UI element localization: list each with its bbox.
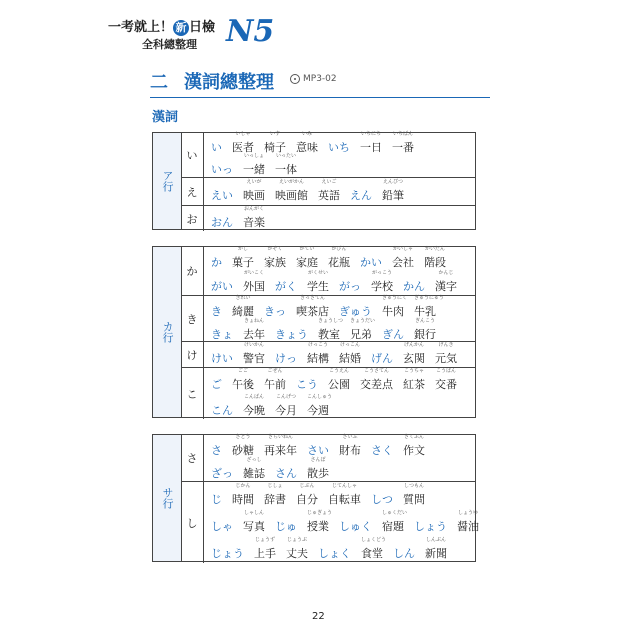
kanji-word: 椅子 <box>264 141 286 154</box>
kanji-word: 丈夫 <box>286 547 308 561</box>
vocab-word <box>435 342 457 366</box>
kanji-word: 辞書 <box>264 492 286 506</box>
kanji-word: 牛肉 <box>382 304 404 318</box>
vocab-group <box>152 433 479 562</box>
brand-title <box>108 16 215 36</box>
kanji-word: 一緒 <box>243 163 265 176</box>
kanji-word: 上手 <box>254 547 276 561</box>
furigana: きっさてん <box>299 294 325 301</box>
vocab-word <box>318 317 344 342</box>
furigana: がくせい <box>307 270 328 276</box>
kanji-word: 結構 <box>307 352 329 365</box>
vocab-word <box>232 131 254 155</box>
furigana: こんげつ <box>275 394 296 400</box>
group-label-text: ア行 <box>161 170 174 192</box>
vocab-word <box>318 179 340 203</box>
vocab-group <box>152 246 476 418</box>
kana-prefix: い <box>211 141 222 154</box>
kana-prefix: げん <box>371 352 393 365</box>
brand-title-text-2: 日檢 <box>189 20 216 35</box>
kana-prefix: しゃ <box>211 520 233 533</box>
furigana: げんかん <box>403 342 424 348</box>
vocab-word <box>307 394 333 418</box>
brand-level: N5 <box>226 14 275 49</box>
kanji-word: 音楽 <box>243 216 265 229</box>
row-label: け <box>181 342 204 367</box>
kanji-word: 宿題 <box>382 520 404 533</box>
vocab-word <box>275 179 308 203</box>
vocab-word <box>296 246 318 270</box>
kanji-word: 醤油 <box>457 520 479 533</box>
vocab-row <box>181 435 475 481</box>
kana-prefix: けっ <box>275 352 297 365</box>
vocab-word <box>275 153 297 177</box>
kana-prefix: ぎゅう <box>339 304 372 318</box>
vocab-word <box>232 434 254 458</box>
furigana: こうちゃ <box>403 368 424 374</box>
kana-prefix: しん <box>393 547 415 561</box>
furigana: しょうゆ <box>457 510 478 516</box>
kana-prefix: ざっ <box>211 466 233 480</box>
kanji-word: 会社 <box>392 256 414 269</box>
vocab-line <box>211 456 329 481</box>
furigana: おんがく <box>243 206 264 212</box>
group-label-text: サ行 <box>161 487 174 509</box>
kanji-word: 交差点 <box>360 378 393 391</box>
vocab-word <box>328 368 350 392</box>
kanji-word: 時間 <box>232 492 254 506</box>
row-label: お <box>181 206 204 231</box>
vocab-line <box>211 512 479 534</box>
book-header <box>108 14 308 54</box>
vocab-line <box>211 248 446 270</box>
kana-prefix: がい <box>211 280 233 293</box>
vocab-word <box>403 342 425 366</box>
furigana: きれい <box>235 294 251 301</box>
vocab-word <box>307 270 329 294</box>
kanji-word: 漢字 <box>435 280 457 293</box>
vocab-row <box>181 177 475 205</box>
furigana: いちばん <box>392 131 413 137</box>
vocab-word <box>243 342 265 366</box>
furigana: けいかん <box>243 342 264 348</box>
vocab-word <box>457 510 479 534</box>
furigana: さらいねん <box>267 433 293 440</box>
kanji-word: 外国 <box>243 280 265 293</box>
vocab-line <box>211 181 404 203</box>
furigana: けっこん <box>339 342 360 348</box>
furigana: じゅぎょう <box>307 510 333 516</box>
furigana: ざっし <box>246 456 262 463</box>
kanji-word: 作文 <box>403 443 425 457</box>
furigana: こんしゅう <box>307 394 333 400</box>
kana-prefix: じゅ <box>275 520 297 533</box>
vocab-word <box>424 246 446 270</box>
vocab-word <box>307 510 333 534</box>
kana-prefix: さく <box>371 443 393 457</box>
group-label-text: カ行 <box>161 321 174 343</box>
vocab-word <box>243 394 265 418</box>
vocab-group <box>152 132 476 230</box>
furigana: いす <box>269 131 280 137</box>
brand-subtitle: 全科總整理 <box>142 38 197 51</box>
vocab-line <box>211 133 414 155</box>
vocab-word <box>425 537 447 561</box>
kanji-word: 砂糖 <box>232 443 254 457</box>
kanji-word: 花瓶 <box>328 256 350 269</box>
vocab-word <box>232 295 254 319</box>
vocab-word <box>360 131 382 155</box>
vocab-row <box>181 341 475 367</box>
brand-title-text: 一考就上！ <box>108 20 174 35</box>
vocab-word <box>264 246 286 270</box>
vocab-word <box>382 510 408 534</box>
vocab-line <box>211 394 333 418</box>
kana-prefix: しつ <box>371 492 393 506</box>
kanji-word: 紅茶 <box>403 378 425 391</box>
kanji-word: 英語 <box>318 189 340 202</box>
vocab-word <box>360 368 393 392</box>
vocab-word <box>382 294 408 319</box>
furigana: こうえん <box>328 368 349 374</box>
furigana: かびん <box>331 246 347 252</box>
vocab-word <box>339 342 361 366</box>
kana-prefix: かん <box>403 280 425 293</box>
kana-prefix: じょう <box>211 547 244 561</box>
kanji-word: 交番 <box>435 378 457 391</box>
kanji-word: 公園 <box>328 378 350 391</box>
vocab-word <box>403 483 425 507</box>
vocab-word <box>392 246 414 270</box>
furigana: さんぽ <box>310 456 326 463</box>
kanji-word: 家族 <box>264 256 286 269</box>
kanji-word: 自分 <box>296 492 318 506</box>
kana-prefix: がっ <box>339 280 361 293</box>
kanji-word: 質問 <box>403 492 425 506</box>
furigana: げんき <box>438 342 454 348</box>
vocab-line <box>211 155 297 177</box>
section-title <box>150 68 274 94</box>
kanji-word: 今週 <box>307 404 329 417</box>
vocab-word <box>243 510 265 534</box>
kana-prefix: きょ <box>211 327 233 341</box>
kanji-word: 一番 <box>392 141 414 154</box>
furigana: かし <box>237 246 248 252</box>
audio-track <box>290 74 337 84</box>
furigana: さとう <box>235 433 251 440</box>
kana-prefix: ご <box>211 378 222 391</box>
vocab-row <box>181 295 475 341</box>
furigana: ごご <box>237 368 248 374</box>
vocab-word <box>435 368 457 392</box>
vocab-word <box>232 368 254 392</box>
furigana: ぎゅうにく <box>382 294 408 301</box>
kanji-word: 新聞 <box>425 547 447 561</box>
kana-prefix: か <box>211 256 222 269</box>
kanji-word: 結婚 <box>339 352 361 365</box>
furigana: しんぶん <box>425 537 446 544</box>
vocab-row <box>181 247 475 295</box>
furigana: じょうぶ <box>286 537 307 544</box>
vocab-word <box>435 270 457 294</box>
furigana: しゅくだい <box>382 510 408 516</box>
section-title-text: 漢詞總整理 <box>184 72 274 93</box>
kana-prefix: きっ <box>264 304 286 318</box>
kana-prefix: えん <box>350 189 372 202</box>
vocab-word <box>232 483 254 507</box>
kanji-word: 綺麗 <box>232 304 254 318</box>
furigana: えいがかん <box>278 179 304 185</box>
vocab-word <box>339 434 361 458</box>
page-number: 22 <box>312 611 325 622</box>
vocab-line <box>211 272 457 294</box>
furigana: けっこう <box>307 342 328 348</box>
vocab-word <box>296 131 318 155</box>
kanji-word: 一体 <box>275 163 297 176</box>
kana-prefix: じ <box>211 492 222 506</box>
kana-prefix: ぎん <box>382 327 404 341</box>
furigana: しゃしん <box>243 510 264 516</box>
vocab-word <box>403 368 425 392</box>
kana-prefix: おん <box>211 216 233 229</box>
kana-prefix: こう <box>296 378 318 391</box>
furigana: がいこく <box>243 270 264 276</box>
kanji-word: 一日 <box>360 141 382 154</box>
group-label <box>153 247 182 417</box>
vocab-word <box>350 317 376 342</box>
furigana: じしょ <box>267 482 283 489</box>
furigana: いっしょ <box>243 153 264 159</box>
vocab-word <box>392 131 414 155</box>
row-label: え <box>181 178 204 205</box>
row-label: さ <box>181 435 204 481</box>
kana-prefix: いっ <box>211 163 233 176</box>
kanji-word: 学生 <box>307 280 329 293</box>
furigana: えいが <box>246 179 262 185</box>
furigana: じてんしゃ <box>331 482 357 489</box>
furigana: いしゃ <box>235 131 251 137</box>
kana-prefix: さん <box>275 466 297 480</box>
vocab-line <box>211 370 457 392</box>
vocab-word <box>243 457 265 481</box>
furigana: ぎんこう <box>414 317 435 324</box>
vocab-word <box>243 318 265 342</box>
kanji-word: 散歩 <box>307 466 329 480</box>
vocab-word <box>264 483 286 507</box>
furigana: かいだん <box>424 246 445 252</box>
furigana: じぶん <box>299 482 315 489</box>
kanji-word: 自転車 <box>328 492 361 506</box>
row-label: し <box>181 482 204 563</box>
vocab-word <box>232 246 254 270</box>
vocab-word <box>361 537 387 561</box>
furigana: かいしゃ <box>392 246 413 252</box>
furigana: きょねん <box>243 317 264 324</box>
furigana: がっこう <box>371 270 392 276</box>
kanji-word: 今月 <box>275 404 297 417</box>
vocab-word <box>254 537 276 561</box>
kanji-word: 警官 <box>243 352 265 365</box>
kana-prefix: えい <box>211 189 233 202</box>
kanji-word: 映画 <box>243 189 265 202</box>
vocab-row <box>181 133 475 177</box>
furigana: いったい <box>275 153 296 159</box>
row-label: こ <box>181 368 204 419</box>
kanji-word: 菓子 <box>232 256 254 269</box>
section-number: 二 <box>150 72 168 93</box>
kanji-word: 雑誌 <box>243 466 265 480</box>
kanji-word: 元気 <box>435 352 457 365</box>
vocab-word <box>296 295 329 319</box>
kana-prefix: こん <box>211 404 233 417</box>
kana-prefix: しょう <box>414 520 447 533</box>
vocab-row <box>181 481 479 563</box>
vocab-line <box>211 317 436 342</box>
kanji-word: 銀行 <box>414 327 436 341</box>
kanji-word: 鉛筆 <box>382 189 404 202</box>
vocab-word <box>296 483 318 507</box>
furigana: しつもん <box>403 482 424 489</box>
kana-prefix: き <box>211 304 222 318</box>
furigana: きょうしつ <box>318 317 344 324</box>
vocab-word <box>243 206 265 230</box>
furigana: かんじ <box>438 270 454 276</box>
furigana: いみ <box>301 131 312 137</box>
row-label: い <box>181 133 204 177</box>
furigana: じかん <box>235 482 251 489</box>
kana-prefix: しゅく <box>339 520 372 533</box>
row-label: き <box>181 296 204 341</box>
kanji-word: 去年 <box>243 327 265 341</box>
furigana: しょくどう <box>361 537 387 544</box>
vocab-word <box>264 131 286 155</box>
vocab-word <box>403 434 425 458</box>
vocab-word <box>328 483 361 507</box>
vocab-word <box>275 394 297 418</box>
kana-prefix: いち <box>328 141 350 154</box>
furigana: えいご <box>321 179 337 185</box>
furigana: じょうず <box>254 537 275 544</box>
kanji-word: 今晩 <box>243 404 265 417</box>
vocab-word <box>382 179 404 203</box>
kanji-word: 意味 <box>296 141 318 154</box>
kanji-word: 学校 <box>371 280 393 293</box>
kanji-word: 兄弟 <box>350 327 372 341</box>
group-label <box>153 435 182 561</box>
vocab-row <box>181 205 475 231</box>
furigana: かぞく <box>267 246 283 252</box>
kanji-word: 教室 <box>318 327 340 341</box>
vocab-word <box>414 294 444 319</box>
new-badge: 新 <box>173 20 189 36</box>
kana-prefix: しょく <box>318 547 351 561</box>
kana-prefix: きょう <box>275 327 308 341</box>
vocab-line <box>211 208 265 230</box>
vocab-word <box>264 368 286 392</box>
kana-prefix: かい <box>360 256 382 269</box>
kanji-word: 牛乳 <box>414 304 436 318</box>
kanji-word: 映画館 <box>275 189 308 202</box>
vocab-word <box>264 434 297 458</box>
vocab-word <box>307 342 329 366</box>
vocab-line <box>211 344 457 366</box>
kanji-word: 午後 <box>232 378 254 391</box>
kanji-word: 再来年 <box>264 443 297 457</box>
vocab-row <box>181 367 475 419</box>
kana-prefix: がく <box>275 280 297 293</box>
kanji-word: 食堂 <box>361 547 383 561</box>
vocab-word <box>243 270 265 294</box>
kana-prefix: けい <box>211 352 233 365</box>
vocab-line <box>211 294 444 319</box>
furigana: きょうだい <box>350 317 376 324</box>
vocab-word <box>371 270 393 294</box>
vocab-word <box>307 457 329 481</box>
furigana: こうばん <box>435 368 456 374</box>
kanji-word: 午前 <box>264 378 286 391</box>
subheading: 漢詞 <box>152 110 179 125</box>
audio-track-label: MP3-02 <box>303 74 337 84</box>
kanji-word: 喫茶店 <box>296 304 329 318</box>
furigana: かてい <box>299 246 315 252</box>
row-label: か <box>181 247 204 295</box>
vocab-line <box>211 539 447 561</box>
furigana: こんばん <box>243 394 264 400</box>
kanji-word: 授業 <box>307 520 329 533</box>
kanji-word: 階段 <box>424 256 446 269</box>
kana-prefix: さい <box>307 443 329 457</box>
furigana: いちにち <box>360 131 381 137</box>
kana-prefix: さ <box>211 443 222 457</box>
vocab-word <box>414 318 436 342</box>
vocab-word <box>286 537 308 561</box>
vocab-line <box>211 482 425 507</box>
furigana: さいふ <box>342 433 358 440</box>
cd-icon <box>290 74 300 84</box>
vocab-word <box>243 179 265 203</box>
vocab-word <box>243 153 265 177</box>
title-divider <box>150 97 490 98</box>
group-label <box>153 133 182 229</box>
vocab-line <box>211 433 425 458</box>
furigana: えんぴつ <box>382 179 403 185</box>
kanji-word: 財布 <box>339 443 361 457</box>
kanji-word: 家庭 <box>296 256 318 269</box>
furigana: こうさてん <box>363 368 389 374</box>
furigana: さくぶん <box>403 433 424 440</box>
furigana: ぎゅうにゅう <box>414 294 444 301</box>
vocab-word <box>328 246 350 270</box>
furigana: ごぜん <box>267 368 283 374</box>
kanji-word: 玄関 <box>403 352 425 365</box>
kanji-word: 写真 <box>243 520 265 533</box>
kanji-word: 医者 <box>232 141 254 154</box>
